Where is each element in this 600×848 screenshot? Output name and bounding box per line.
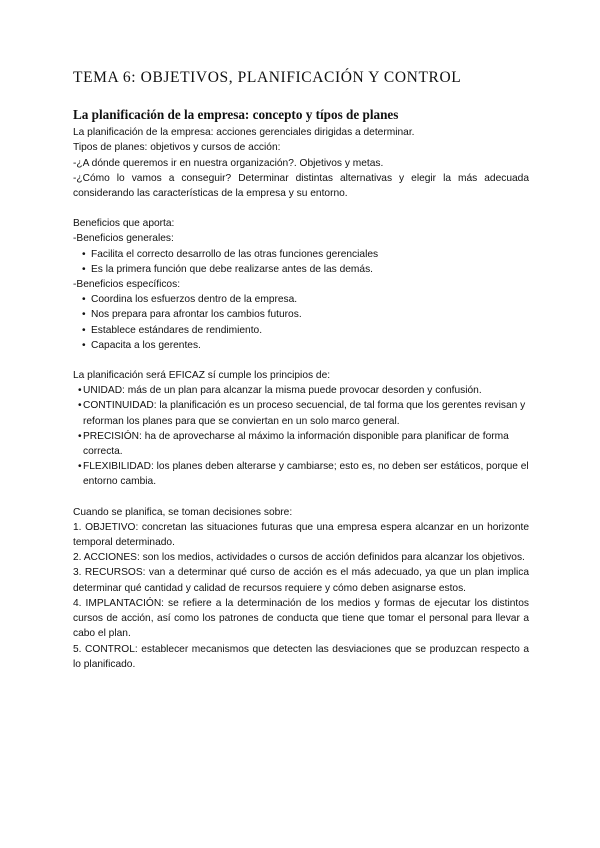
- principle-item: • PRECISIÓN: ha de aprovecharse al máximo la información disponible para planificar de forma correcta.: [73, 429, 529, 459]
- decision-item: 1. OBJETIVO: concretan las situaciones futuras que una empresa espera alcanzar en un horizonte temporal determinado.: [73, 521, 529, 549]
- list-item: • Capacita a los gerentes.: [73, 338, 529, 353]
- list-item: • Coordina los esfuerzos dentro de la empresa.: [73, 292, 529, 307]
- spacer: [73, 490, 529, 505]
- list-item: • Nos prepara para afrontar los cambios futuros.: [73, 307, 529, 322]
- specific-benefits-list: [73, 292, 529, 353]
- spacer: [73, 201, 529, 216]
- principles-list: [73, 383, 529, 489]
- decision-item: 5. CONTROL: establecer mecanismos que detecten las desviaciones que se produzcan respecto a lo planificado.: [73, 643, 529, 670]
- spacer: [73, 353, 529, 368]
- principle-item: • FLEXIBILIDAD: los planes deben alterarse y cambiarse; esto es, no deben ser estáticos, porque el entorno cambia.: [73, 459, 529, 489]
- document-page: [73, 70, 529, 672]
- principle-item: • UNIDAD: más de un plan para alcanzar la misma puede provocar desorden y confusión.: [73, 383, 529, 398]
- general-benefits-list: [73, 247, 529, 277]
- intro-line: Tipos de planes: objetivos y cursos de acción:: [73, 142, 281, 154]
- general-benefits-label: -Beneficios generales:: [73, 233, 174, 245]
- decision-item: 2. ACCIONES: son los medios, actividades o cursos de acción definidos para alcanzar los objetivos.: [73, 552, 525, 564]
- benefits-heading: Beneficios que aporta:: [73, 218, 175, 230]
- decision-item: 4. IMPLANTACIÓN: se refiere a la determinación de los medios y formas de ejecutar los distintos cursos de acción, así como los patrones de conducta que tiene que tomar el personal para llevar a cabo el plan.: [73, 597, 529, 640]
- principles-heading: La planificación será EFICAZ sí cumple los principios de:: [73, 370, 331, 382]
- specific-benefits-label: -Beneficios específicos:: [73, 279, 181, 291]
- principle-item: • CONTINUIDAD: la planificación es un proceso secuencial, de tal forma que los gerentes revisan y reforman los planes para que se conviertan en un solo marco general.: [73, 398, 529, 428]
- list-item: • Es la primera función que debe realizarse antes de las demás.: [73, 262, 529, 277]
- list-item: • Establece estándares de rendimiento.: [73, 323, 529, 338]
- list-item: • Facilita el correcto desarrollo de las otras funciones gerenciales: [73, 247, 529, 262]
- section-heading: La planificación de la empresa: concepto y típos de planes: [73, 107, 399, 123]
- document-title: TEMA 6: OBJETIVOS, PLANIFICACIÓN Y CONTROL: [73, 69, 462, 86]
- decision-item: 3. RECURSOS: van a determinar qué curso de acción es el más adecuado, ya que un plan implica determinar qué cantidad y calidad de recursos requiere y cómo deben asignarse estos.: [73, 567, 529, 594]
- intro-line: La planificación de la empresa: acciones gerenciales dirigidas a determinar.: [73, 127, 415, 139]
- intro-line: -¿Cómo lo vamos a conseguir? Determinar distintas alternativas y elegir la más adecuada considerando las características de la empresa y su entorno.: [73, 172, 529, 200]
- intro-line: -¿A dónde queremos ir en nuestra organización?. Objetivos y metas.: [73, 157, 384, 169]
- decisions-list: [73, 520, 529, 672]
- decisions-heading: Cuando se planifica, se toman decisiones sobre:: [73, 506, 293, 518]
